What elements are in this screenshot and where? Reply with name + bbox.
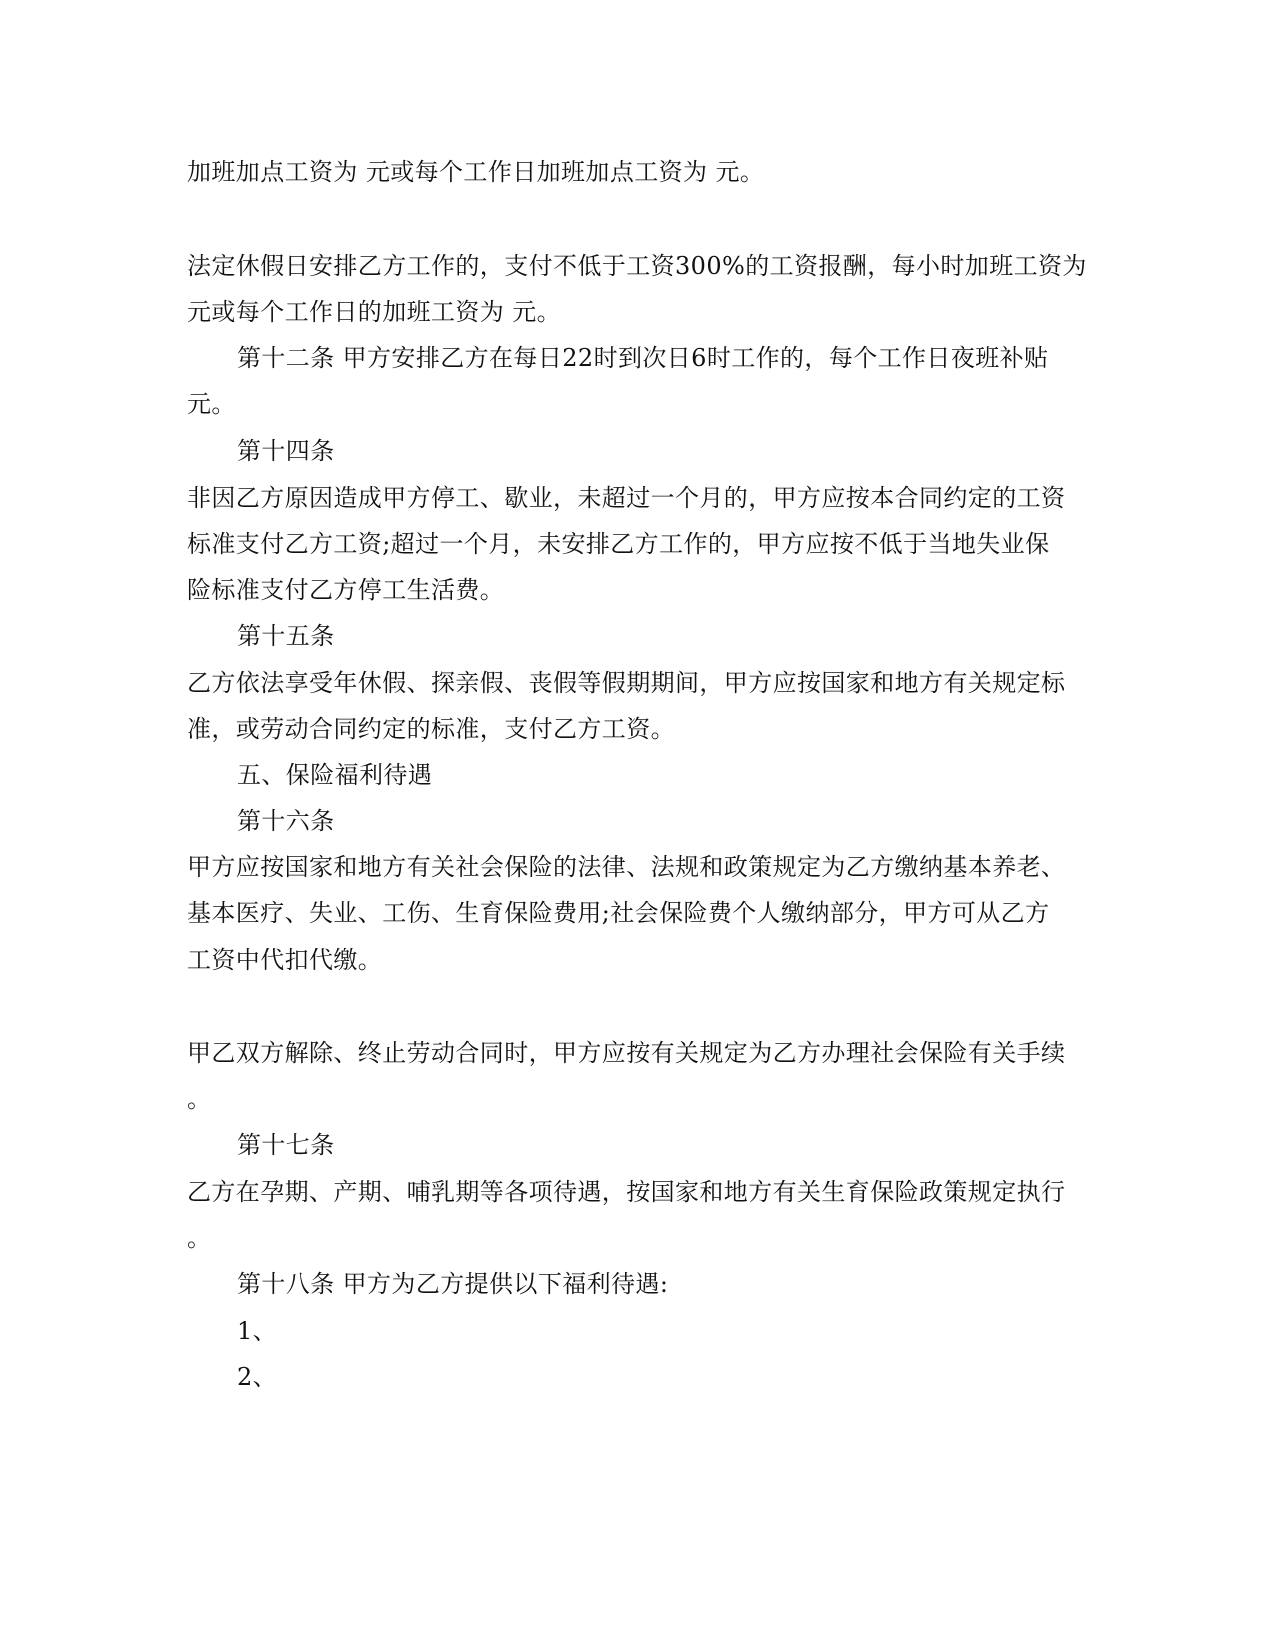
text-line: 险标准支付乙方停工生活费。: [187, 576, 505, 604]
article-12: 第十二条 甲方安排乙方在每日22时到次日6时工作的，每个工作日夜班补贴: [237, 344, 1049, 372]
text-line: 法定休假日安排乙方工作的，支付不低于工资300%的工资报酬，每小时加班工资为: [187, 252, 1087, 280]
article-heading: 第十六条: [237, 807, 335, 835]
text-line: 标准支付乙方工资;超过一个月，未安排乙方工作的，甲方应按不低于当地失业保: [187, 530, 1050, 558]
article-18: 第十八条 甲方为乙方提供以下福利待遇:: [237, 1270, 669, 1298]
text-line: 元或每个工作日的加班工资为 元。: [187, 298, 562, 326]
text-line: 工资中代扣代缴。: [187, 946, 383, 974]
text-line: 。: [187, 1224, 212, 1252]
text-line: 甲方应按国家和地方有关社会保险的法律、法规和政策规定为乙方缴纳基本养老、: [187, 853, 1066, 881]
section-heading: 五、保险福利待遇: [237, 761, 433, 789]
list-item: 2、: [237, 1363, 278, 1391]
text-line: 甲乙双方解除、终止劳动合同时，甲方应按有关规定为乙方办理社会保险有关手续: [187, 1039, 1066, 1067]
text-line: 准，或劳动合同约定的标准，支付乙方工资。: [187, 715, 675, 743]
article-heading: 第十七条: [237, 1131, 335, 1159]
text-line: 乙方在孕期、产期、哺乳期等各项待遇，按国家和地方有关生育保险政策规定执行: [187, 1178, 1066, 1206]
text-line: 乙方依法享受年休假、探亲假、丧假等假期期间，甲方应按国家和地方有关规定标: [187, 669, 1066, 697]
text-line: 加班加点工资为 元或每个工作日加班加点工资为 元。: [187, 158, 765, 186]
text-line: 。: [187, 1085, 212, 1113]
text-line: 非因乙方原因造成甲方停工、歇业，未超过一个月的，甲方应按本合同约定的工资: [187, 484, 1066, 512]
text-line: 基本医疗、失业、工伤、生育保险费用;社会保险费个人缴纳部分，甲方可从乙方: [187, 899, 1050, 927]
article-heading: 第十五条: [237, 622, 335, 650]
text-line: 元。: [187, 390, 236, 418]
article-heading: 第十四条: [237, 437, 335, 465]
list-item: 1、: [237, 1317, 278, 1345]
